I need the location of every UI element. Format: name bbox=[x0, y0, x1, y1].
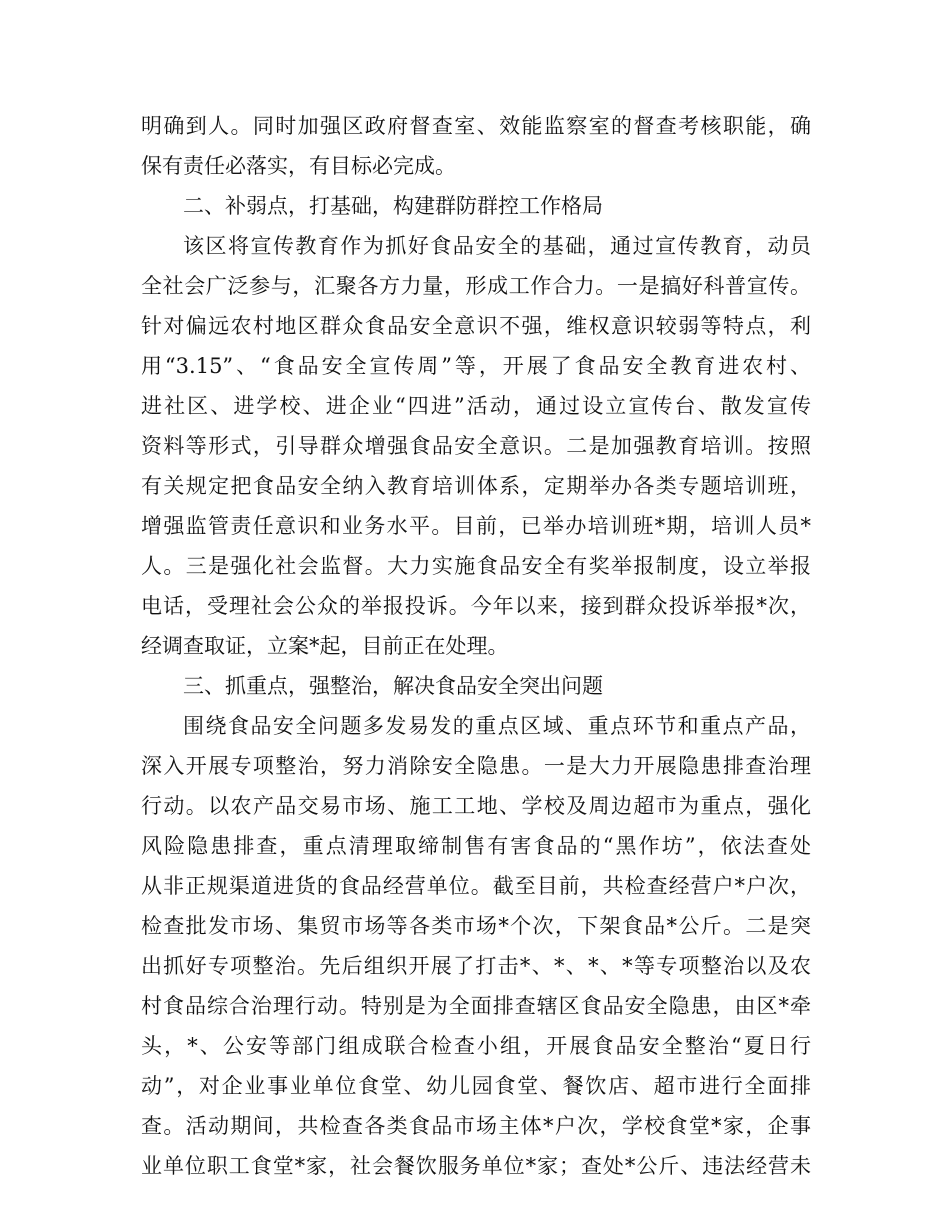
text-line: 进社区、进学校、进企业“四进”活动，通过设立宣传台、散发宣传 bbox=[141, 394, 811, 418]
text-line: 行动。以农产品交易市场、施工工地、学校及周边超市为重点，强化 bbox=[141, 794, 811, 818]
text-line: 资料等形式，引导群众增强食品安全意识。二是加强教育培训。按照 bbox=[141, 434, 811, 458]
section-heading-2: 二、补弱点，打基础，构建群防群控工作格局 bbox=[183, 194, 603, 218]
text-line: 出抓好专项整治。先后组织开展了打击*、*、*、*等专项整治以及农 bbox=[141, 954, 811, 978]
text-line: 明确到人。同时加强区政府督查室、效能监察室的督查考核职能，确 bbox=[141, 114, 811, 138]
text-line: 风险隐患排查，重点清理取缔制售有害食品的“黑作坊”，依法查处 bbox=[141, 834, 811, 858]
text-line: 电话，受理社会公众的举报投诉。今年以来，接到群众投诉举报*次， bbox=[141, 594, 811, 618]
text-line: 全社会广泛参与，汇聚各方力量，形成工作合力。一是搞好科普宣传。 bbox=[141, 274, 811, 298]
text-line: 动”，对企业事业单位食堂、幼儿园食堂、餐饮店、超市进行全面排 bbox=[141, 1074, 811, 1098]
text-line: 人。三是强化社会监督。大力实施食品安全有奖举报制度，设立举报 bbox=[141, 554, 811, 578]
text-line: 业单位职工食堂*家，社会餐饮服务单位*家；查处*公斤、违法经营未 bbox=[141, 1154, 811, 1178]
text-line: 检查批发市场、集贸市场等各类市场*个次，下架食品*公斤。二是突 bbox=[141, 914, 811, 938]
text-line: 有关规定把食品安全纳入教育培训体系，定期举办各类专题培训班， bbox=[141, 474, 811, 498]
paragraph-end-line: 经调查取证，立案*起，目前正在处理。 bbox=[141, 634, 509, 658]
section-heading-3: 三、抓重点，强整治，解决食品安全突出问题 bbox=[183, 674, 603, 698]
paragraph-start-line: 围绕食品安全问题多发易发的重点区域、重点环节和重点产品， bbox=[183, 714, 811, 738]
paragraph-end-line: 保有责任必落实，有目标必完成。 bbox=[141, 154, 456, 178]
paragraph-start-line: 该区将宣传教育作为抓好食品安全的基础，通过宣传教育，动员 bbox=[183, 234, 811, 258]
text-line: 增强监管责任意识和业务水平。目前，已举办培训班*期，培训人员* bbox=[141, 514, 811, 538]
text-line: 头，*、公安等部门组成联合检查小组，开展食品安全整治“夏日行 bbox=[141, 1034, 811, 1058]
text-line: 查。活动期间，共检查各类食品市场主体*户次，学校食堂*家，企事 bbox=[141, 1114, 811, 1138]
text-line: 针对偏远农村地区群众食品安全意识不强，维权意识较弱等特点，利 bbox=[141, 314, 811, 338]
text-line: 用“3.15”、“食品安全宣传周”等，开展了食品安全教育进农村、 bbox=[141, 354, 811, 378]
text-line: 深入开展专项整治，努力消除安全隐患。一是大力开展隐患排查治理 bbox=[141, 754, 811, 778]
body-text bbox=[141, 106, 811, 1186]
text-line: 村食品综合治理行动。特别是为全面排查辖区食品安全隐患，由区*牵 bbox=[141, 994, 811, 1018]
text-line: 从非正规渠道进货的食品经营单位。截至目前，共检查经营户*户次， bbox=[141, 874, 811, 898]
